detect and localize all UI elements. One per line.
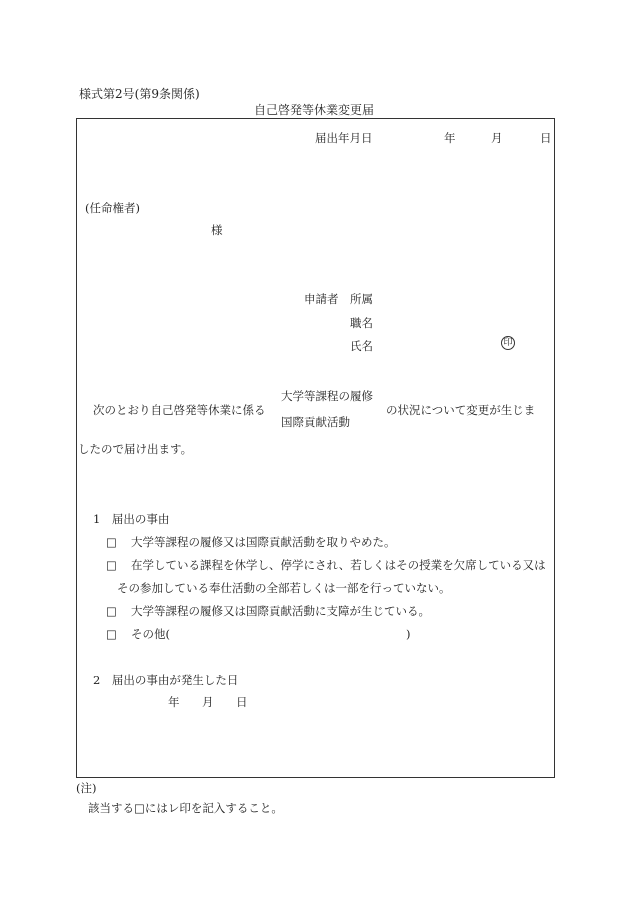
position-label[interactable]: 職名 (350, 316, 373, 330)
date-month[interactable]: 月 (491, 131, 503, 145)
reason-2-text: 在学している課程を休学し、停学にされ、若しくはその授業を欠席している又は (131, 558, 546, 572)
occurrence-year[interactable]: 年 (168, 695, 180, 709)
applicant-label: 申請者 (304, 292, 339, 306)
statement-suffix: の状況について変更が生じま (386, 403, 536, 417)
reason-2-continuation: その参加している奉仕活動の全部若しくは一部を行っていない。 (117, 581, 451, 595)
occurrence-month[interactable]: 月 (202, 695, 214, 709)
reason-2-checkbox[interactable]: □ (106, 558, 117, 572)
date-year[interactable]: 年 (444, 131, 456, 145)
section-1-title: 1 届出の事由 (93, 512, 170, 526)
addressee-honorific: 様 (211, 223, 223, 237)
reason-3-checkbox[interactable]: □ (106, 604, 117, 618)
form-title: 自己啓発等休業変更届 (254, 103, 375, 117)
seal-mark: 印 (501, 336, 515, 350)
occurrence-day[interactable]: 日 (236, 695, 248, 709)
statement-continuation: したので届け出ます。 (78, 442, 193, 456)
reason-1-checkbox[interactable]: □ (106, 535, 117, 549)
note-text: 該当する□にはレ印を記入すること。 (88, 801, 283, 815)
reason-1-text: 大学等課程の履修又は国際貢献活動を取りやめた。 (131, 535, 396, 549)
affiliation-label[interactable]: 所属 (350, 292, 373, 306)
form-number: 様式第2号(第9条関係) (79, 87, 200, 101)
date-label: 届出年月日 (315, 131, 373, 145)
reason-3-text: 大学等課程の履修又は国際貢献活動に支障が生じている。 (131, 604, 430, 618)
date-day[interactable]: 日 (540, 131, 552, 145)
name-label[interactable]: 氏名 (350, 339, 373, 353)
note-label: (注) (76, 781, 97, 795)
statement-option-contribution[interactable]: 国際貢献活動 (281, 415, 350, 429)
reason-other-checkbox[interactable]: □ (106, 627, 117, 641)
appointing-authority-label: (任命権者) (85, 201, 140, 215)
reason-other-close: ) (406, 627, 411, 641)
reason-other-text[interactable]: その他( (131, 627, 170, 641)
statement-option-course[interactable]: 大学等課程の履修 (281, 389, 373, 403)
statement-prefix: 次のとおり自己啓発等休業に係る (93, 403, 266, 417)
section-2-title: 2 届出の事由が発生した日 (93, 673, 239, 687)
